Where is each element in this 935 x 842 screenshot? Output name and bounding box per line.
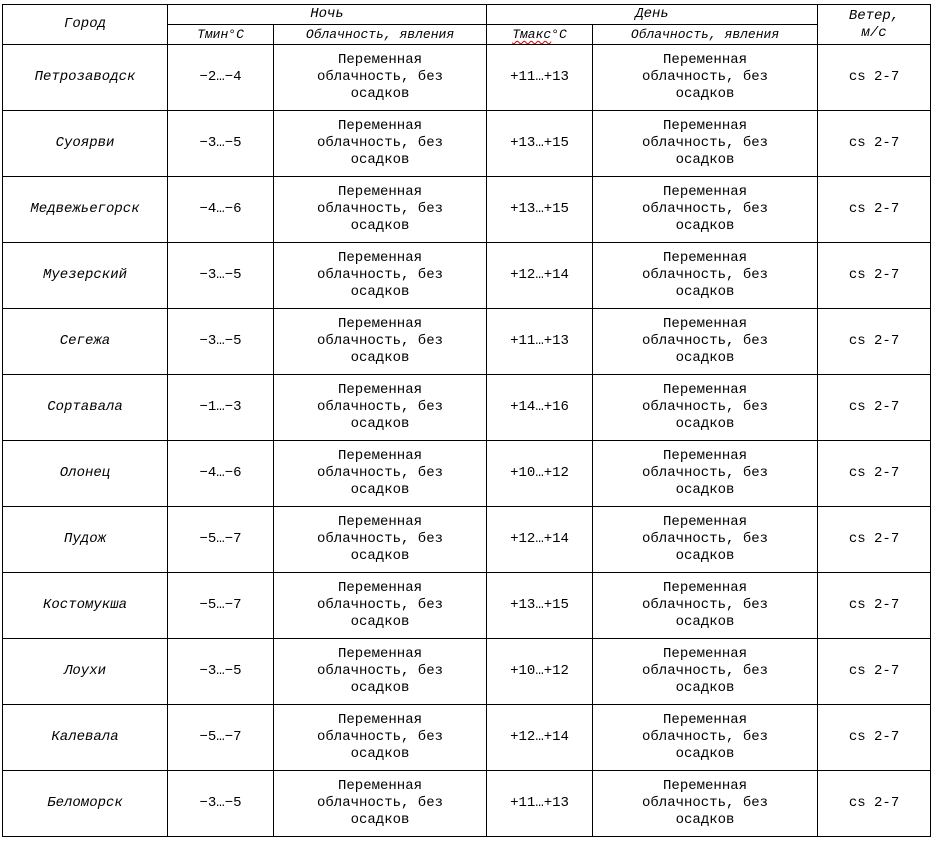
cloud-line1: Переменная (663, 382, 748, 398)
night-cloud-cell (274, 375, 487, 441)
table-row (3, 639, 931, 705)
cloud-line2: облачность, без (316, 597, 444, 613)
tmin-unit: °С (228, 27, 244, 42)
cloud-line2: облачность, без (642, 531, 769, 547)
cloud-line1: Переменная (338, 778, 423, 794)
night-cloud-cell (274, 45, 487, 111)
cloud-line1: Переменная (338, 250, 423, 266)
cloud-line1: Переменная (663, 184, 748, 200)
cloud-line1: Переменная (663, 316, 748, 332)
day-cloud-cell (593, 441, 818, 507)
wind-cell: cs 2-7 (818, 705, 931, 771)
table-row (3, 441, 931, 507)
night-temp-cell: −1…−3 (168, 375, 274, 441)
city-cell: Муезерский (3, 243, 168, 309)
cloud-line3: осадков (675, 614, 735, 630)
cloud-line3: осадков (675, 416, 735, 432)
night-temp-cell: −3…−5 (168, 309, 274, 375)
cloud-line2: облачность, без (316, 795, 444, 811)
cloud-line3: осадков (675, 746, 735, 762)
cloud-line1: Переменная (663, 580, 748, 596)
cloud-line1: Переменная (338, 712, 423, 728)
wind-cell: cs 2-7 (818, 45, 931, 111)
cloud-line3: осадков (675, 284, 735, 300)
cloud-line2: облачность, без (642, 69, 769, 85)
col-header-wind (818, 5, 931, 45)
day-temp-cell: +12…+14 (487, 507, 593, 573)
cloud-line2: облачность, без (642, 795, 769, 811)
wind-cell: cs 2-7 (818, 177, 931, 243)
day-cloud-cell (593, 177, 818, 243)
cloud-line2: облачность, без (316, 201, 444, 217)
col-header-tmax (487, 25, 593, 45)
cloud-line2: облачность, без (316, 531, 444, 547)
cloud-line1: Переменная (663, 778, 748, 794)
header-row-top (3, 5, 931, 25)
day-temp-cell: +13…+15 (487, 177, 593, 243)
cloud-line1: Переменная (663, 250, 748, 266)
cloud-line1: Переменная (663, 448, 748, 464)
night-temp-cell: −3…−5 (168, 639, 274, 705)
cloud-line3: осадков (350, 284, 410, 300)
cloud-line1: Переменная (338, 382, 423, 398)
night-temp-cell: −5…−7 (168, 573, 274, 639)
night-cloud-cell (274, 507, 487, 573)
table-row (3, 507, 931, 573)
cloud-line2: облачность, без (642, 663, 769, 679)
night-temp-cell: −5…−7 (168, 507, 274, 573)
cloud-line2: облачность, без (642, 729, 769, 745)
cloud-line2: облачность, без (316, 267, 444, 283)
city-cell: Беломорск (3, 771, 168, 837)
cloud-line2: облачность, без (642, 135, 769, 151)
cloud-line3: осадков (675, 680, 735, 696)
day-temp-cell: +11…+13 (487, 45, 593, 111)
day-temp-cell: +13…+15 (487, 573, 593, 639)
wind-cell: cs 2-7 (818, 111, 931, 177)
wind-cell: cs 2-7 (818, 771, 931, 837)
cloud-line3: осадков (350, 86, 410, 102)
wind-cell: cs 2-7 (818, 441, 931, 507)
cloud-line1: Переменная (338, 184, 423, 200)
cloud-line1: Переменная (663, 712, 748, 728)
wind-cell: cs 2-7 (818, 639, 931, 705)
cloud-line3: осадков (350, 746, 410, 762)
cloud-line3: осадков (675, 548, 735, 564)
city-cell: Сортавала (3, 375, 168, 441)
night-temp-cell: −3…−5 (168, 771, 274, 837)
day-temp-cell: +10…+12 (487, 441, 593, 507)
cloud-line3: осадков (350, 812, 410, 828)
night-cloud-cell (274, 177, 487, 243)
cloud-line3: осадков (350, 350, 410, 366)
table-row (3, 705, 931, 771)
table-row (3, 309, 931, 375)
col-header-tmin (168, 25, 274, 45)
cloud-line2: облачность, без (642, 267, 769, 283)
city-cell: Пудож (3, 507, 168, 573)
cloud-line1: Переменная (338, 580, 423, 596)
day-temp-cell: +10…+12 (487, 639, 593, 705)
cloud-line3: осадков (675, 482, 735, 498)
cloud-line3: осадков (350, 218, 410, 234)
col-header-cloud-night: Облачность, явления (274, 25, 487, 45)
night-cloud-cell (274, 309, 487, 375)
cloud-line2: облачность, без (642, 201, 769, 217)
cloud-line2: облачность, без (316, 663, 444, 679)
cloud-line1: Переменная (338, 316, 423, 332)
day-cloud-cell (593, 375, 818, 441)
cloud-line2: облачность, без (316, 69, 444, 85)
cloud-line2: облачность, без (642, 465, 769, 481)
cloud-line2: облачность, без (316, 399, 444, 415)
tmax-label: Тмакс (512, 27, 552, 42)
night-temp-cell: −4…−6 (168, 441, 274, 507)
night-cloud-cell (274, 243, 487, 309)
cloud-line3: осадков (350, 548, 410, 564)
night-temp-cell: −4…−6 (168, 177, 274, 243)
city-cell: Суоярви (3, 111, 168, 177)
cloud-line3: осадков (350, 680, 410, 696)
day-temp-cell: +11…+13 (487, 771, 593, 837)
day-cloud-cell (593, 243, 818, 309)
cloud-line2: облачность, без (316, 729, 444, 745)
cloud-line2: облачность, без (316, 333, 444, 349)
day-cloud-cell (593, 573, 818, 639)
cloud-line3: осадков (350, 416, 410, 432)
day-cloud-cell (593, 45, 818, 111)
cloud-line3: осадков (350, 482, 410, 498)
day-cloud-cell (593, 507, 818, 573)
cloud-line1: Переменная (338, 646, 423, 662)
night-cloud-cell (274, 639, 487, 705)
cloud-line1: Переменная (663, 514, 748, 530)
table-row (3, 243, 931, 309)
weather-forecast-table (2, 4, 931, 837)
cloud-line3: осадков (675, 152, 735, 168)
table-row (3, 375, 931, 441)
cloud-line1: Переменная (663, 118, 748, 134)
cloud-line1: Переменная (663, 646, 748, 662)
night-cloud-cell (274, 441, 487, 507)
col-header-day: День (487, 5, 818, 25)
table-row (3, 771, 931, 837)
night-temp-cell: −3…−5 (168, 111, 274, 177)
table-row (3, 573, 931, 639)
col-header-city: Город (3, 5, 168, 45)
cloud-line2: облачность, без (316, 135, 444, 151)
cloud-line3: осадков (675, 86, 735, 102)
wind-cell: cs 2-7 (818, 309, 931, 375)
wind-cell: cs 2-7 (818, 375, 931, 441)
col-header-cloud-day: Облачность, явления (593, 25, 818, 45)
cloud-line1: Переменная (338, 514, 423, 530)
day-temp-cell: +12…+14 (487, 243, 593, 309)
day-temp-cell: +13…+15 (487, 111, 593, 177)
cloud-line3: осадков (675, 812, 735, 828)
night-cloud-cell (274, 111, 487, 177)
city-cell: Медвежьегорск (3, 177, 168, 243)
col-header-night: Ночь (168, 5, 487, 25)
night-temp-cell: −5…−7 (168, 705, 274, 771)
city-cell: Костомукша (3, 573, 168, 639)
night-cloud-cell (274, 705, 487, 771)
table-row (3, 111, 931, 177)
cloud-line3: осадков (675, 218, 735, 234)
city-cell: Петрозаводск (3, 45, 168, 111)
cloud-line2: облачность, без (642, 597, 769, 613)
city-cell: Сегежа (3, 309, 168, 375)
cloud-line1: Переменная (338, 52, 423, 68)
day-cloud-cell (593, 639, 818, 705)
city-cell: Калевала (3, 705, 168, 771)
tmin-label: Тмин (197, 27, 229, 42)
city-cell: Лоухи (3, 639, 168, 705)
cloud-line3: осадков (350, 152, 410, 168)
wind-cell: cs 2-7 (818, 573, 931, 639)
wind-cell: cs 2-7 (818, 243, 931, 309)
table-row (3, 177, 931, 243)
cloud-line1: Переменная (338, 118, 423, 134)
cloud-line2: облачность, без (642, 399, 769, 415)
night-temp-cell: −3…−5 (168, 243, 274, 309)
wind-header-line1: Ветер, (848, 7, 900, 24)
cloud-line3: осадков (350, 614, 410, 630)
night-cloud-cell (274, 771, 487, 837)
cloud-line1: Переменная (338, 448, 423, 464)
day-cloud-cell (593, 771, 818, 837)
day-temp-cell: +12…+14 (487, 705, 593, 771)
day-cloud-cell (593, 705, 818, 771)
cloud-line2: облачность, без (642, 333, 769, 349)
cloud-line3: осадков (675, 350, 735, 366)
day-cloud-cell (593, 309, 818, 375)
day-temp-cell: +11…+13 (487, 309, 593, 375)
day-cloud-cell (593, 111, 818, 177)
night-temp-cell: −2…−4 (168, 45, 274, 111)
wind-cell: cs 2-7 (818, 507, 931, 573)
city-cell: Олонец (3, 441, 168, 507)
night-cloud-cell (274, 573, 487, 639)
tmax-unit: °С (551, 27, 567, 42)
wind-header-line2: м/с (861, 24, 887, 41)
cloud-line1: Переменная (663, 52, 748, 68)
table-row (3, 45, 931, 111)
cloud-line2: облачность, без (316, 465, 444, 481)
day-temp-cell: +14…+16 (487, 375, 593, 441)
